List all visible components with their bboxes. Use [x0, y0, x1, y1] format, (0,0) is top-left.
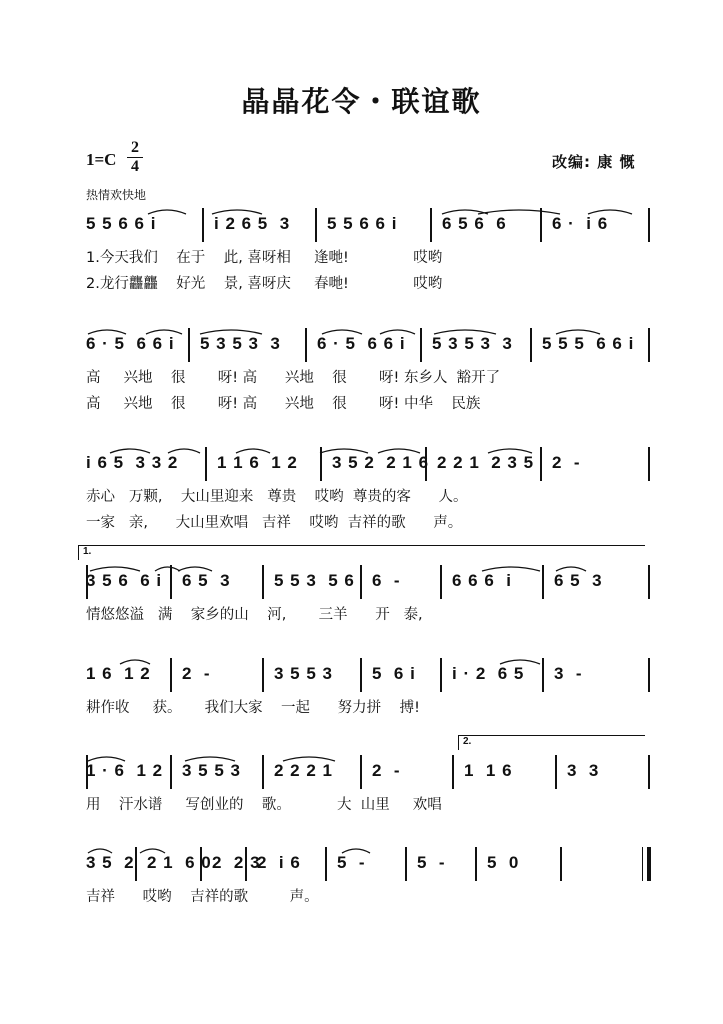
lyric-line: 一家 亲, 大山里欢唱 吉祥 哎哟 吉祥的歌 声。 — [86, 515, 463, 531]
measure-notes: 3 5 2 — [86, 853, 135, 872]
score-row — [0, 736, 723, 789]
measure-notes: 5 5 5 6 6 i — [542, 334, 635, 353]
arranger-credit: 改编: 康 慨 — [552, 153, 636, 171]
slur-arc — [322, 330, 362, 334]
slur-arc — [500, 660, 540, 664]
lyric-line: 2.龙行龘龘 好光 景, 喜呀庆 春哋! 哎哟 — [86, 276, 443, 292]
measure-notes: 5 - — [417, 853, 446, 872]
slur-arc — [88, 849, 112, 853]
tempo-marking: 热情欢快地 — [86, 188, 147, 202]
lyric-line: 耕作收 获。 我们大家 一起 努力拼 搏! — [86, 700, 420, 716]
slur-arc — [155, 567, 180, 571]
slur-arc — [482, 567, 540, 571]
time-signature — [127, 140, 143, 175]
final-barline — [642, 847, 651, 881]
slur-arc — [588, 210, 632, 214]
lyric-line: 1.今天我们 在于 此, 喜呀相 逢哋! 哎哟 — [86, 250, 443, 266]
measure-notes: i 6 5 3 3 2 — [86, 453, 179, 472]
measure-notes: 3 5 2 2 1 6 — [332, 453, 430, 472]
measure-notes: 3 5 5 3 — [182, 761, 241, 780]
measure-notes: 2 2 3 — [212, 853, 261, 872]
slur-arc — [380, 330, 415, 334]
measure-notes: 6 5 6 6 — [442, 214, 507, 233]
measure-notes: 5 5 3 5 6 — [274, 571, 355, 590]
score-row — [0, 208, 723, 242]
measure-notes: 5 - — [337, 853, 366, 872]
measure-notes: 5 5 6 6 i — [327, 214, 398, 233]
slur-arc — [320, 449, 368, 453]
key-signature: 1=C — [86, 150, 117, 169]
slur-arc — [342, 849, 370, 853]
slur-arc — [185, 757, 235, 761]
measure-notes: 3 - — [554, 664, 583, 683]
slur-arc — [378, 449, 420, 453]
time-signature-bottom: 4 — [131, 158, 139, 175]
score-row — [0, 328, 723, 362]
measure-notes: 2 1 6 0 — [147, 853, 212, 872]
measure-notes: 6 5 3 — [554, 571, 603, 590]
slur-arc — [283, 757, 335, 761]
measure-notes: 6 - — [372, 571, 401, 590]
measure-notes: 2 - — [372, 761, 401, 780]
slur-arc — [88, 757, 125, 761]
score-row — [0, 447, 723, 481]
measure-notes: i · 2 6 5 — [452, 664, 525, 683]
measure-notes: 6 · 5 6 6 i — [86, 334, 175, 353]
measure-notes: 1 6 1 2 — [86, 664, 151, 683]
slur-arc — [478, 210, 560, 214]
measure-notes: 2 - — [182, 664, 211, 683]
lyric-line: 高 兴地 很 呀! 高 兴地 很 呀! 东乡人 豁开了 — [86, 370, 501, 386]
measure-notes: i 2 6 5 3 — [214, 214, 291, 233]
slur-arc — [488, 449, 532, 453]
slurs — [0, 208, 723, 242]
slurs — [0, 658, 723, 692]
measure-notes: 6 · 5 6 6 i — [317, 334, 406, 353]
slurs — [0, 847, 723, 881]
slur-arc — [140, 849, 165, 853]
song-title: 晶晶花令・联谊歌 — [241, 85, 482, 118]
measure-notes: 5 0 — [487, 853, 520, 872]
measure-notes: 1 1 6 — [464, 761, 513, 780]
measure-notes: 2 2 1 2 3 5 — [437, 453, 535, 472]
slur-arc — [148, 210, 186, 214]
slurs — [0, 328, 723, 362]
measure-notes: 2 i 6 — [257, 853, 301, 872]
score-row — [0, 658, 723, 692]
measure-notes: 6 6 6 i — [452, 571, 512, 590]
volta-bracket: 1. — [78, 545, 645, 560]
slur-arc — [168, 449, 200, 453]
slur-arc — [200, 330, 262, 334]
measure-notes: 3 5 6 6 i — [86, 571, 163, 590]
slur-arc — [556, 330, 600, 334]
slur-arc — [88, 330, 126, 334]
slur-arc — [120, 660, 150, 664]
slur-arc — [178, 567, 212, 571]
score-row — [0, 546, 723, 599]
measure-notes: 3 5 5 3 — [274, 664, 333, 683]
measure-notes: 6 · i 6 — [552, 214, 609, 233]
slur-arc — [146, 330, 182, 334]
measure-notes: 6 5 3 — [182, 571, 231, 590]
measure-notes: 2 2 2 1 — [274, 761, 333, 780]
measure-notes: 2 - — [552, 453, 581, 472]
measure-notes: 5 3 5 3 3 — [432, 334, 513, 353]
slur-arc — [556, 567, 586, 571]
lyric-line: 用 汗水谱 写创业的 歌。 大 山里 欢唱 — [86, 797, 442, 813]
measure-notes: 1 · 6 1 2 — [86, 761, 164, 780]
slurs — [0, 755, 723, 789]
measure-notes: 5 3 5 3 3 — [200, 334, 281, 353]
measure-notes: 5 6 i — [372, 664, 416, 683]
time-signature-top: 2 — [131, 139, 139, 156]
slur-arc — [90, 567, 140, 571]
slur-arc — [110, 449, 150, 453]
slur-arc — [212, 210, 262, 214]
measure-notes: 3 3 — [567, 761, 600, 780]
lyric-line: 赤心 万颗, 大山里迎来 尊贵 哎哟 尊贵的客 人。 — [86, 489, 468, 505]
lyric-line: 高 兴地 很 呀! 高 兴地 很 呀! 中华 民族 — [86, 396, 481, 412]
slurs — [0, 565, 723, 599]
slurs — [0, 447, 723, 481]
measure-notes: 1 1 6 1 2 — [217, 453, 298, 472]
volta-bracket: 2. — [458, 735, 645, 750]
measure-notes: 5 5 6 6 i — [86, 214, 157, 233]
lyric-line: 吉祥 哎哟 吉祥的歌 声。 — [86, 889, 319, 905]
lyric-line: 情悠悠溢 满 家乡的山 河, 三羊 开 泰, — [86, 607, 423, 623]
score-row — [0, 847, 723, 881]
slur-arc — [434, 330, 496, 334]
slur-arc — [236, 449, 270, 453]
